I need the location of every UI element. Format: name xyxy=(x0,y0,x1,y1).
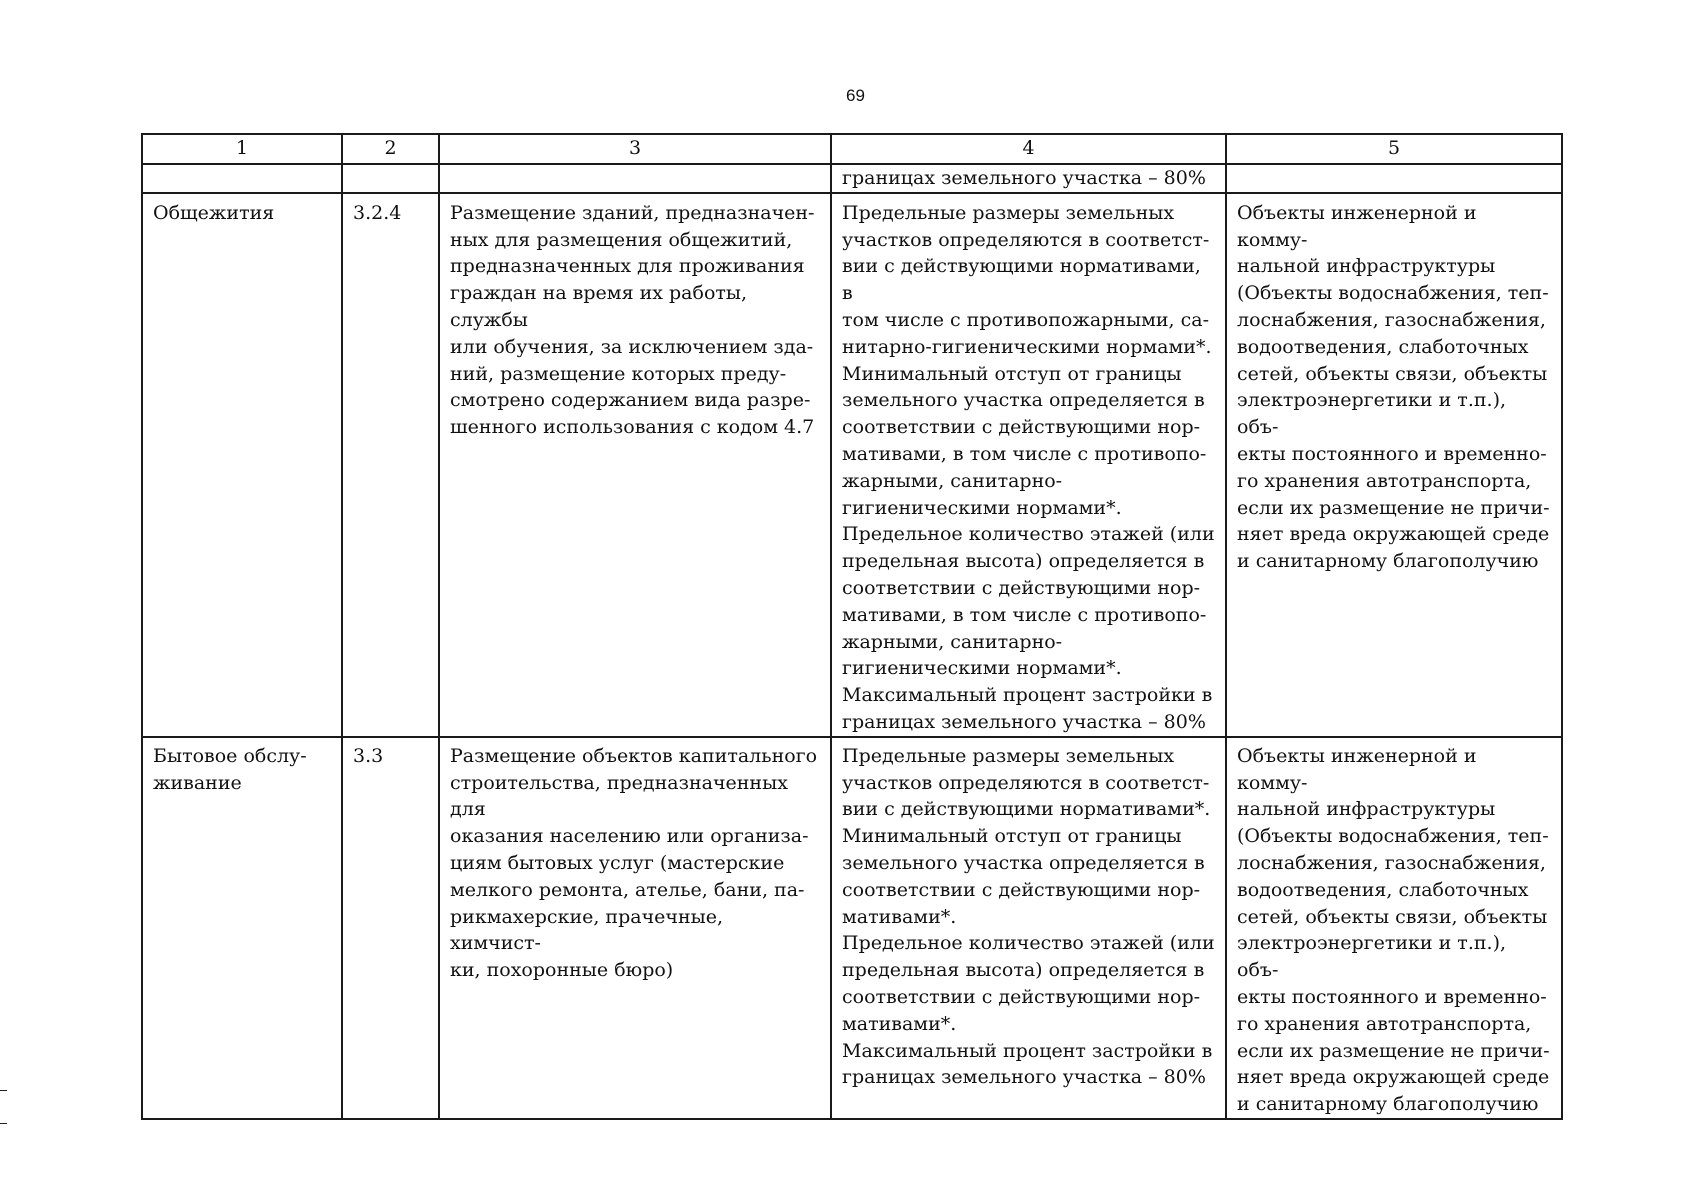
use-name: Общежития xyxy=(142,193,342,737)
cont-col-5 xyxy=(1226,164,1562,193)
cont-col-4: границах земельного участка – 80% xyxy=(831,164,1226,193)
continuation-row xyxy=(142,164,1562,193)
use-code: 3.2.4 xyxy=(342,193,439,737)
land-use-table xyxy=(141,133,1563,1120)
margin-mark xyxy=(0,1123,7,1124)
auxiliary-uses: Объекты инженерной и комму- нальной инфраструктуры (Объекты водоснабжения, теп- лоснабжения, газоснабжения, водоотведения, слаботочных сетей, объекты связи, объекты электроэнергетики и т.п.), объ- екты постоянного и временно- го хранения автотранспорта, если их размещение не причи- няет вреда окружающей среде и санитарному благополучию xyxy=(1226,737,1562,1119)
use-parameters: Предельные размеры земельных участков определяются в соответст- вии с действующими нормативами*. Минимальный отступ от границы земельного участка определяется в соответствии с действующими нор- мативами*. Предельное количество этажей (или предельная высота) определяется в соответствии с действующими нор- мативами*. Максимальный процент застройки в границах земельного участка – 80% xyxy=(831,737,1226,1119)
table-row xyxy=(142,737,1562,1119)
cont-col-3 xyxy=(439,164,831,193)
use-name: Бытовое обслу- живание xyxy=(142,737,342,1119)
auxiliary-uses: Объекты инженерной и комму- нальной инфраструктуры (Объекты водоснабжения, теп- лоснабжения, газоснабжения, водоотведения, слаботочных сетей, объекты связи, объекты электроэнергетики и т.п.), объ- екты постоянного и временно- го хранения автотранспорта, если их размещение не причи- няет вреда окружающей среде и санитарному благополучию xyxy=(1226,193,1562,737)
page-number: 69 xyxy=(846,86,865,105)
margin-mark xyxy=(0,1090,7,1091)
use-description: Размещение объектов капитального строительства, предназначенных для оказания населению или организа- циям бытовых услуг (мастерские мелкого ремонта, ателье, бани, па- рикмахерские, прачечные, химчист- ки, похоронные бюро) xyxy=(439,737,831,1119)
header-row xyxy=(142,134,1562,164)
cont-col-2 xyxy=(342,164,439,193)
use-parameters: Предельные размеры земельных участков определяются в соответст- вии с действующими нормативами, в том числе с противопожарными, са- нитарно-гигиеническими нормами*. Минимальный отступ от границы земельного участка определяется в соответствии с действующими нор- мативами, в том числе с противопо- жарными, санитарно- гигиеническими нормами*. Предельное количество этажей (или предельная высота) определяется в соответствии с действующими нор- мативами, в том числе с противопо- жарными, санитарно- гигиеническими нормами*. Максимальный процент застройки в границах земельного участка – 80% xyxy=(831,193,1226,737)
header-col-3: 3 xyxy=(439,134,831,164)
table-row xyxy=(142,193,1562,737)
use-description: Размещение зданий, предназначен- ных для размещения общежитий, предназначенных для проживания граждан на время их работы, службы или обучения, за исключением зда- ний, размещение которых преду- смотрено содержанием вида разре- шенного использования с кодом 4.7 xyxy=(439,193,831,737)
cont-col-1 xyxy=(142,164,342,193)
use-code: 3.3 xyxy=(342,737,439,1119)
header-col-5: 5 xyxy=(1226,134,1562,164)
header-col-1: 1 xyxy=(142,134,342,164)
header-col-2: 2 xyxy=(342,134,439,164)
header-col-4: 4 xyxy=(831,134,1226,164)
